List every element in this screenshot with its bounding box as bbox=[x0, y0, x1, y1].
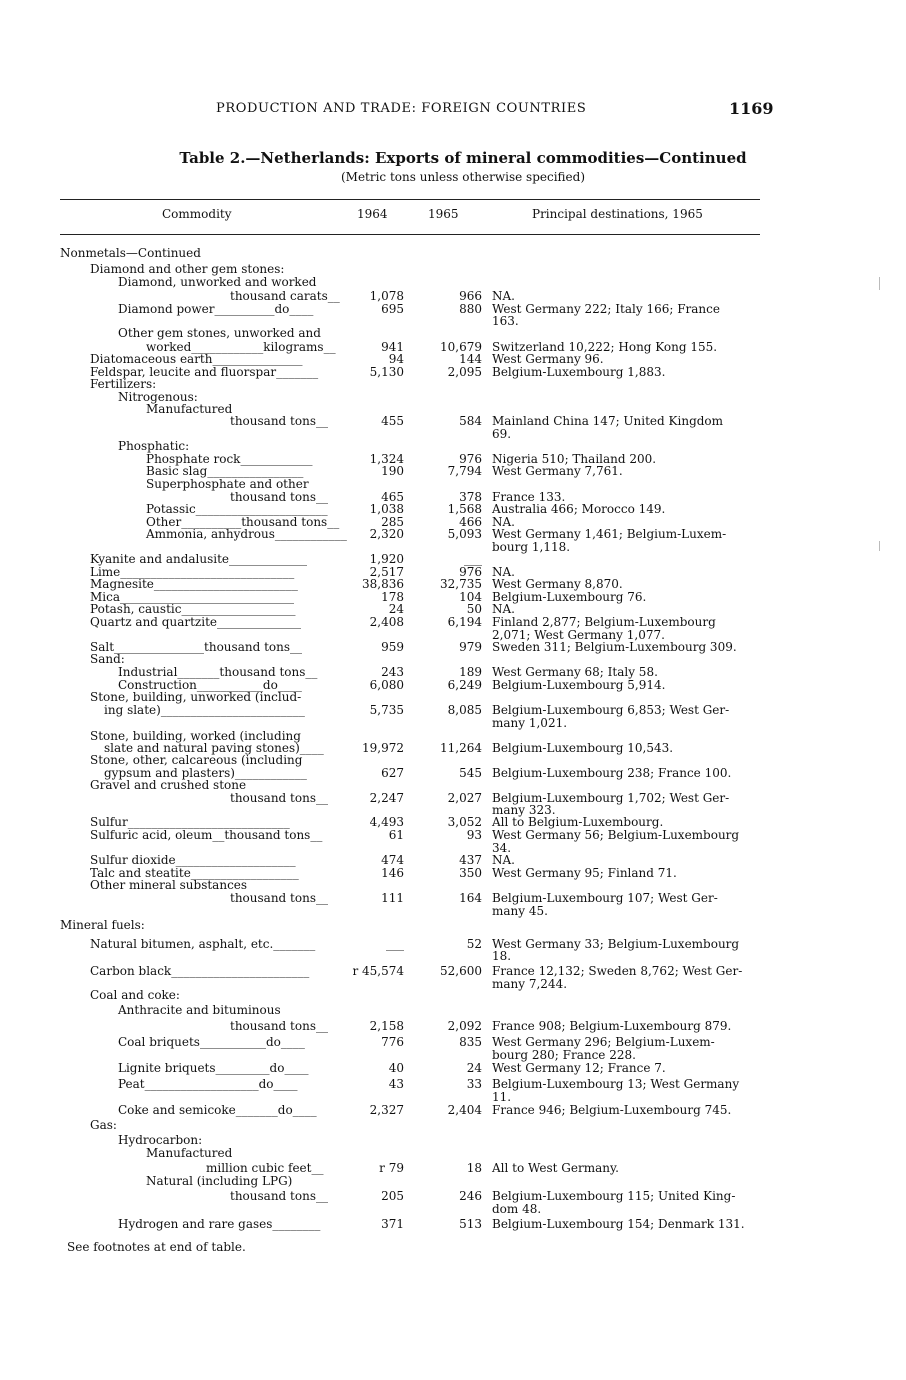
value-1965-cell: 513 bbox=[459, 1217, 482, 1231]
destination-cell: Switzerland 10,222; Hong Kong 155. bbox=[492, 340, 718, 354]
value-1965-cell: 50 bbox=[466, 602, 482, 616]
destination-cell: West Germany 68; Italy 58. bbox=[492, 665, 658, 679]
commodity-cell: thousand tons__ bbox=[230, 414, 328, 428]
table-row bbox=[0, 1019, 906, 1033]
commodity-cell: Stone, building, worked (including bbox=[90, 729, 301, 743]
table-row bbox=[0, 828, 906, 842]
commodity-cell: Ammonia, anhydrous____________ bbox=[146, 527, 347, 541]
destination-cell: NA. bbox=[492, 289, 515, 303]
commodity-cell: thousand tons__ bbox=[230, 791, 328, 805]
value-1965-cell: 466 bbox=[459, 515, 482, 529]
destination-cell: West Germany 56; Belgium-Luxembourg bbox=[492, 828, 740, 842]
table-row bbox=[0, 878, 906, 892]
destination-cell: West Germany 33; Belgium-Luxembourg bbox=[492, 937, 740, 951]
table-row bbox=[0, 1103, 906, 1117]
table-row bbox=[0, 552, 906, 566]
commodity-cell: Sulfuric acid, oleum__thousand tons__ bbox=[90, 828, 323, 842]
table-row bbox=[0, 262, 906, 276]
value-1965-cell: 545 bbox=[459, 766, 482, 780]
destination-cell: West Germany 7,761. bbox=[492, 464, 623, 478]
table-row bbox=[0, 577, 906, 591]
value-1964-cell: 178 bbox=[381, 590, 404, 604]
value-1964-cell: 776 bbox=[381, 1035, 404, 1049]
value-1964-cell: 24 bbox=[388, 602, 404, 616]
destination-cell: West Germany 1,461; Belgium-Luxem- bbox=[492, 527, 727, 541]
value-1965-cell: 24 bbox=[466, 1061, 482, 1075]
value-1965-cell: 378 bbox=[459, 490, 482, 504]
value-1964-cell: 1,038 bbox=[369, 502, 404, 516]
table-subtitle: (Metric tons unless otherwise specified) bbox=[340, 170, 586, 184]
table-row bbox=[0, 615, 906, 629]
scan-mark bbox=[879, 541, 880, 551]
commodity-cell: Hydrogen and rare gases________ bbox=[118, 1217, 321, 1231]
table-row bbox=[0, 753, 906, 767]
value-1965-cell: 164 bbox=[459, 891, 482, 905]
value-1964-cell: 243 bbox=[381, 665, 404, 679]
commodity-cell: worked____________kilograms__ bbox=[146, 340, 336, 354]
table-row bbox=[0, 502, 906, 516]
destination-cell: West Germany 95; Finland 71. bbox=[492, 866, 677, 880]
destination-cell: Belgium-Luxembourg 115; United King- bbox=[492, 1189, 736, 1203]
destination-cell: Belgium-Luxembourg 154; Denmark 131. bbox=[492, 1217, 745, 1231]
destination-cell: West Germany 96. bbox=[492, 352, 604, 366]
value-1965-cell: 11,264 bbox=[440, 741, 482, 755]
value-1965-cell: 104 bbox=[459, 590, 482, 604]
table-row bbox=[0, 1090, 906, 1104]
table-row bbox=[0, 904, 906, 918]
table-row bbox=[0, 289, 906, 303]
destination-cell: bourg 1,118. bbox=[492, 540, 571, 554]
destination-cell: Finland 2,877; Belgium-Luxembourg bbox=[492, 615, 716, 629]
table-row bbox=[0, 778, 906, 792]
value-1964-cell: 61 bbox=[388, 828, 404, 842]
value-1964-cell: r 79 bbox=[379, 1161, 404, 1175]
commodity-cell: Potash, caustic___________________ bbox=[90, 602, 296, 616]
value-1965-cell: 584 bbox=[459, 414, 482, 428]
destination-cell: Belgium-Luxembourg 238; France 100. bbox=[492, 766, 732, 780]
commodity-cell: Other__________thousand tons__ bbox=[146, 515, 340, 529]
value-1965-cell: 33 bbox=[466, 1077, 482, 1091]
commodity-cell: Sulfur___________________________ bbox=[90, 815, 290, 829]
value-1964-cell: 474 bbox=[381, 853, 404, 867]
destination-cell: Belgium-Luxembourg 1,702; West Ger- bbox=[492, 791, 730, 805]
commodity-cell: Coal and coke: bbox=[90, 988, 180, 1002]
commodity-cell: Sand: bbox=[90, 652, 125, 666]
table-row bbox=[0, 352, 906, 366]
value-1964-cell: 94 bbox=[388, 352, 404, 366]
destination-cell: Mainland China 147; United Kingdom bbox=[492, 414, 724, 428]
value-1964-cell: 465 bbox=[381, 490, 404, 504]
value-1964-cell: 959 bbox=[381, 640, 404, 654]
commodity-cell: Basic slag________________ bbox=[146, 464, 304, 478]
footnote: See footnotes at end of table. bbox=[67, 1240, 246, 1254]
destination-cell: France 946; Belgium-Luxembourg 745. bbox=[492, 1103, 732, 1117]
value-1964-cell: 2,327 bbox=[369, 1103, 404, 1117]
value-1965-cell: 2,095 bbox=[447, 365, 482, 379]
value-1964-cell: 205 bbox=[381, 1189, 404, 1203]
destination-cell: NA. bbox=[492, 515, 515, 529]
value-1965-cell: 6,249 bbox=[447, 678, 482, 692]
value-1965-cell: 2,027 bbox=[447, 791, 482, 805]
commodity-cell: million cubic feet__ bbox=[206, 1161, 324, 1175]
destination-cell: Belgium-Luxembourg 6,853; West Ger- bbox=[492, 703, 730, 717]
value-1964-cell: 146 bbox=[381, 866, 404, 880]
destination-cell: West Germany 222; Italy 166; France bbox=[492, 302, 720, 316]
value-1964-cell: 627 bbox=[381, 766, 404, 780]
destination-cell: NA. bbox=[492, 853, 515, 867]
table-row bbox=[0, 246, 906, 260]
running-head: PRODUCTION AND TRADE: FOREIGN COUNTRIES bbox=[216, 101, 587, 116]
destination-cell: West Germany 296; Belgium-Luxem- bbox=[492, 1035, 715, 1049]
value-1964-cell: 2,517 bbox=[369, 565, 404, 579]
table-row bbox=[0, 1174, 906, 1188]
value-1965-cell: 189 bbox=[459, 665, 482, 679]
table-row bbox=[0, 815, 906, 829]
commodity-cell: Talc and steatite__________________ bbox=[90, 866, 299, 880]
commodity-cell: ing slate)________________________ bbox=[104, 703, 305, 717]
destination-cell: All to Belgium-Luxembourg. bbox=[492, 815, 664, 829]
destination-cell: West Germany 12; France 7. bbox=[492, 1061, 666, 1075]
value-1964-cell: 5,130 bbox=[369, 365, 404, 379]
table-row bbox=[0, 964, 906, 978]
commodity-cell: Anthracite and bituminous bbox=[118, 1003, 281, 1017]
value-1965-cell: 880 bbox=[459, 302, 482, 316]
table-row bbox=[0, 949, 906, 963]
value-1965-cell: 437 bbox=[459, 853, 482, 867]
commodity-cell: Phosphate rock____________ bbox=[146, 452, 313, 466]
destination-cell: Belgium-Luxembourg 10,543. bbox=[492, 741, 674, 755]
column-header-destinations: Principal destinations, 1965 bbox=[532, 207, 703, 221]
value-1964-cell: 1,324 bbox=[369, 452, 404, 466]
value-1965-cell: 976 bbox=[459, 452, 482, 466]
page-number: 1169 bbox=[729, 99, 774, 118]
table-row bbox=[0, 988, 906, 1002]
value-1965-cell: 1,568 bbox=[447, 502, 482, 516]
value-1965-cell: 8,085 bbox=[447, 703, 482, 717]
value-1964-cell: 2,158 bbox=[369, 1019, 404, 1033]
destination-cell: Belgium-Luxembourg 13; West Germany bbox=[492, 1077, 740, 1091]
destination-cell: West Germany 8,870. bbox=[492, 577, 623, 591]
destination-cell: Nigeria 510; Thailand 200. bbox=[492, 452, 657, 466]
table-row bbox=[0, 1202, 906, 1216]
commodity-cell: Magnesite________________________ bbox=[90, 577, 298, 591]
destination-cell: Belgium-Luxembourg 5,914. bbox=[492, 678, 666, 692]
table-row bbox=[0, 326, 906, 340]
commodity-cell: Mica_____________________________ bbox=[90, 590, 294, 604]
commodity-cell: Construction___________do____ bbox=[118, 678, 302, 692]
value-1965-cell: 976 bbox=[459, 565, 482, 579]
value-1965-cell: 32,735 bbox=[440, 577, 482, 591]
table-row bbox=[0, 716, 906, 730]
destination-cell: many 1,021. bbox=[492, 716, 568, 730]
value-1964-cell: 19,972 bbox=[362, 741, 404, 755]
value-1964-cell: 40 bbox=[388, 1061, 404, 1075]
table-row bbox=[0, 464, 906, 478]
value-1965-cell: 6,194 bbox=[447, 615, 482, 629]
value-1965-cell: 246 bbox=[459, 1189, 482, 1203]
value-1964-cell: 371 bbox=[381, 1217, 404, 1231]
commodity-cell: Natural bitumen, asphalt, etc._______ bbox=[90, 937, 316, 951]
commodity-cell: gypsum and plasters)____________ bbox=[104, 766, 307, 780]
destination-cell: France 908; Belgium-Luxembourg 879. bbox=[492, 1019, 732, 1033]
table-row bbox=[0, 1217, 906, 1231]
commodity-cell: Nitrogenous: bbox=[118, 390, 198, 404]
destination-cell: 11. bbox=[492, 1090, 512, 1104]
value-1964-cell: 43 bbox=[388, 1077, 404, 1091]
value-1965-cell: 2,404 bbox=[447, 1103, 482, 1117]
commodity-cell: thousand tons__ bbox=[230, 490, 328, 504]
table-row bbox=[0, 439, 906, 453]
commodity-cell: Lime_____________________________ bbox=[90, 565, 295, 579]
destination-cell: many 45. bbox=[492, 904, 548, 918]
commodity-cell: Salt_______________thousand tons__ bbox=[90, 640, 303, 654]
value-1964-cell: ___ bbox=[386, 937, 404, 951]
table-row bbox=[0, 1161, 906, 1175]
destination-cell: dom 48. bbox=[492, 1202, 542, 1216]
commodity-cell: Industrial_______thousand tons__ bbox=[118, 665, 318, 679]
commodity-cell: Manufactured bbox=[146, 402, 233, 416]
commodity-cell: thousand carats__ bbox=[230, 289, 340, 303]
destination-cell: France 133. bbox=[492, 490, 566, 504]
value-1964-cell: 1,920 bbox=[369, 552, 404, 566]
destination-cell: 163. bbox=[492, 314, 519, 328]
value-1965-cell: 10,679 bbox=[440, 340, 482, 354]
value-1964-cell: 6,080 bbox=[369, 678, 404, 692]
value-1964-cell: 38,836 bbox=[362, 577, 404, 591]
table-row bbox=[0, 652, 906, 666]
destination-cell: Belgium-Luxembourg 107; West Ger- bbox=[492, 891, 718, 905]
value-1964-cell: 190 bbox=[381, 464, 404, 478]
column-header-1965: 1965 bbox=[428, 207, 459, 221]
value-1964-cell: 695 bbox=[381, 302, 404, 316]
table-row bbox=[0, 527, 906, 541]
value-1965-cell: 18 bbox=[466, 1161, 482, 1175]
destination-cell: Australia 466; Morocco 149. bbox=[492, 502, 666, 516]
value-1964-cell: 4,493 bbox=[369, 815, 404, 829]
destination-cell: All to West Germany. bbox=[492, 1161, 619, 1175]
commodity-cell: Mineral fuels: bbox=[60, 918, 145, 932]
destination-cell: Belgium-Luxembourg 1,883. bbox=[492, 365, 666, 379]
table-row bbox=[0, 1189, 906, 1203]
table-row bbox=[0, 665, 906, 679]
destination-cell: 34. bbox=[492, 841, 512, 855]
commodity-cell: Other gem stones, unworked and bbox=[118, 326, 321, 340]
commodity-cell: Gas: bbox=[90, 1118, 117, 1132]
table-row bbox=[0, 602, 906, 616]
value-1965-cell: 2,092 bbox=[447, 1019, 482, 1033]
value-1965-cell: 835 bbox=[459, 1035, 482, 1049]
commodity-cell: thousand tons__ bbox=[230, 1189, 328, 1203]
destination-cell: France 12,132; Sweden 8,762; West Ger- bbox=[492, 964, 743, 978]
value-1964-cell: 2,320 bbox=[369, 527, 404, 541]
table-row bbox=[0, 1035, 906, 1049]
commodity-cell: Diatomaceous earth_______________ bbox=[90, 352, 303, 366]
destination-cell: 2,071; West Germany 1,077. bbox=[492, 628, 665, 642]
commodity-cell: Natural (including LPG) bbox=[146, 1174, 293, 1188]
table-row bbox=[0, 690, 906, 704]
commodity-cell: Peat___________________do____ bbox=[118, 1077, 298, 1091]
value-1965-cell: 979 bbox=[459, 640, 482, 654]
table-row bbox=[0, 477, 906, 491]
value-1965-cell: 966 bbox=[459, 289, 482, 303]
commodity-cell: Fertilizers: bbox=[90, 377, 157, 391]
commodity-cell: Superphosphate and other bbox=[146, 477, 309, 491]
column-header-commodity: Commodity bbox=[162, 207, 232, 221]
table-title: Table 2.—Netherlands: Exports of mineral commodities—Continued bbox=[179, 149, 747, 167]
commodity-cell: Stone, other, calcareous (including bbox=[90, 753, 303, 767]
commodity-cell: Manufactured bbox=[146, 1146, 233, 1160]
commodity-cell: Phosphatic: bbox=[118, 439, 190, 453]
table-row bbox=[0, 853, 906, 867]
value-1965-cell: 93 bbox=[466, 828, 482, 842]
commodity-cell: Nonmetals—Continued bbox=[60, 246, 201, 260]
commodity-cell: Other mineral substances bbox=[90, 878, 248, 892]
table-row bbox=[0, 377, 906, 391]
destination-cell: Sweden 311; Belgium-Luxembourg 309. bbox=[492, 640, 737, 654]
table-row bbox=[0, 703, 906, 717]
destination-cell: Belgium-Luxembourg 76. bbox=[492, 590, 647, 604]
value-1965-cell: 350 bbox=[459, 866, 482, 880]
commodity-cell: Coal briquets___________do____ bbox=[118, 1035, 305, 1049]
value-1964-cell: 2,247 bbox=[369, 791, 404, 805]
table-row bbox=[0, 1003, 906, 1017]
value-1964-cell: 941 bbox=[381, 340, 404, 354]
destination-cell: NA. bbox=[492, 565, 515, 579]
table-row bbox=[0, 1146, 906, 1160]
value-1965-cell: 52,600 bbox=[440, 964, 482, 978]
commodity-cell: Feldspar, leucite and fluorspar_______ bbox=[90, 365, 319, 379]
commodity-cell: Sulfur dioxide____________________ bbox=[90, 853, 296, 867]
commodity-cell: Gravel and crushed stone bbox=[90, 778, 247, 792]
destination-cell: bourg 280; France 228. bbox=[492, 1048, 636, 1062]
destination-cell: 69. bbox=[492, 427, 512, 441]
table-row bbox=[0, 1133, 906, 1147]
destination-cell: many 323. bbox=[492, 803, 556, 817]
commodity-cell: Lignite briquets_________do____ bbox=[118, 1061, 309, 1075]
commodity-cell: thousand tons__ bbox=[230, 891, 328, 905]
value-1965-cell: 3,052 bbox=[447, 815, 482, 829]
value-1964-cell: 455 bbox=[381, 414, 404, 428]
table-row bbox=[0, 1048, 906, 1062]
value-1964-cell: 111 bbox=[381, 891, 404, 905]
table-row bbox=[0, 1077, 906, 1091]
commodity-cell: Stone, building, unworked (includ- bbox=[90, 690, 302, 704]
commodity-cell: Potassic______________________ bbox=[146, 502, 328, 516]
column-header-1964: 1964 bbox=[357, 207, 388, 221]
table-row bbox=[0, 891, 906, 905]
table-row bbox=[0, 1118, 906, 1132]
table-row bbox=[0, 1061, 906, 1075]
commodity-cell: slate and natural paving stones)____ bbox=[104, 741, 324, 755]
scan-mark bbox=[879, 277, 880, 290]
value-1964-cell: 2,408 bbox=[369, 615, 404, 629]
value-1965-cell: 52 bbox=[466, 937, 482, 951]
commodity-cell: Coke and semicoke_______do____ bbox=[118, 1103, 317, 1117]
value-1964-cell: 285 bbox=[381, 515, 404, 529]
value-1965-cell: 7,794 bbox=[447, 464, 482, 478]
commodity-cell: Carbon black_______________________ bbox=[90, 964, 310, 978]
destination-cell: 18. bbox=[492, 949, 512, 963]
destination-cell: NA. bbox=[492, 602, 515, 616]
value-1965-cell: ___ bbox=[464, 552, 482, 566]
value-1964-cell: 1,078 bbox=[369, 289, 404, 303]
value-1965-cell: 5,093 bbox=[447, 527, 482, 541]
commodity-cell: Diamond, unworked and worked bbox=[118, 275, 317, 289]
commodity-cell: Quartz and quartzite______________ bbox=[90, 615, 302, 629]
commodity-cell: Diamond power__________do____ bbox=[118, 302, 314, 316]
commodity-cell: Kyanite and andalusite_____________ bbox=[90, 552, 308, 566]
table-row bbox=[0, 414, 906, 428]
table-row bbox=[0, 275, 906, 289]
commodity-cell: Hydrocarbon: bbox=[118, 1133, 203, 1147]
value-1964-cell: r 45,574 bbox=[352, 964, 404, 978]
value-1964-cell: 5,735 bbox=[369, 703, 404, 717]
value-1965-cell: 144 bbox=[459, 352, 482, 366]
commodity-cell: thousand tons__ bbox=[230, 1019, 328, 1033]
table-row bbox=[0, 918, 906, 932]
destination-cell: many 7,244. bbox=[492, 977, 568, 991]
commodity-cell: Diamond and other gem stones: bbox=[90, 262, 285, 276]
